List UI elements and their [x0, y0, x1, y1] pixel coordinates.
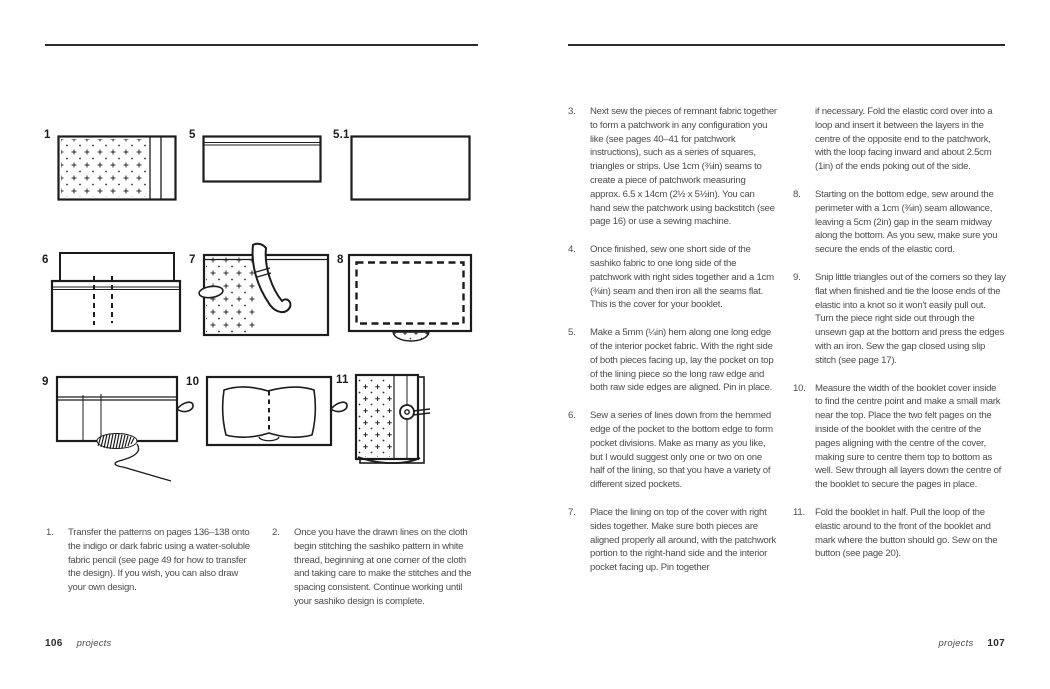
figure-label-7: 7 [189, 254, 196, 266]
step-8 [793, 188, 1006, 257]
step-3-number: 3. [568, 106, 576, 117]
step-4-number: 4. [568, 244, 576, 256]
diagram-11-finished-booklet [350, 371, 436, 471]
step-7 [568, 506, 777, 575]
step-8-number: 8. [793, 188, 801, 200]
step-2-text: Once you have the drawn lines on the cloth begin stitching the sashiko pattern in white thread, beginning at one corner of the cloth and taking care to make the stitches and the spacing consistent. Continue working until your sashiko design is complete. [294, 527, 472, 607]
step-7-continuation-text: if necessary. Fold the elastic cord over into a loop and insert it between the layers in the centre of the opposite end to the patchwork, with the loop facing inward and about 2.5cm (1in) of the ends poking out of the side. [815, 106, 993, 173]
diagram-1-sashiko-fabric [57, 135, 177, 201]
step-10-text: Measure the width of the booklet cover inside to find the centre point and make a small mark near the top. Place the two felt pages on the inside of the booklet with the centre of the pages aligning with the centre of the cover, making sure to centre them top to bottom as well. Sew through all layers down the centre of the booklet to secure the pages in place. [815, 382, 1002, 491]
left-page-number: 106 [45, 638, 63, 649]
step-11-text: Fold the booklet in half. Pull the loop of the elastic around to the front of the booklet and mark where the button should go. Sew on the button (see page 20). [815, 506, 998, 560]
step-4-text: Once finished, sew one short side of the sashiko fabric to one long side of the patchwork with right sides together and a 1cm (⅜in) seam and then iron all the seams flat. This is the cover for your booklet. [590, 244, 774, 311]
step-10 [793, 382, 1006, 492]
step-5-text: Make a 5mm (¼in) hem along one long edge of the interior pocket fabric. With the right side of both pieces facing up, lay the pocket on top of the lining piece so the long raw edge and both raw side edges are aligned. Pin in place. [590, 327, 774, 394]
diagram-5-1-plain-rectangle [350, 135, 471, 201]
diagram-7-lining-on-cover [196, 243, 330, 337]
figure-label-6: 6 [42, 254, 49, 266]
step-5-number: 5. [568, 327, 576, 339]
step-2 [272, 526, 480, 609]
step-10-number: 10. [793, 382, 806, 394]
left-page-top-rule [45, 44, 478, 46]
step-9-text: Snip little triangles out of the corners so they lay flat when finished and tie the loose ends of the elastic into a knot so it won't easily pull out. Turn the piece right side out through the unsewn gap at the bottom and press the edges with an iron. Sew the gap closed using slip stitch (see page 17). [815, 271, 1006, 366]
step-6-number: 6. [568, 410, 576, 422]
step-4 [568, 243, 777, 312]
diagram-9-slip-stitch-gap [55, 375, 203, 487]
figure-label-9: 9 [42, 376, 49, 388]
right-page-column-1 [568, 105, 777, 589]
figure-label-5: 5 [189, 129, 196, 141]
step-1-text: Transfer the patterns on pages 136–138 onto the indigo or dark fabric using a water-soluble fabric pencil (see page 49 for how to transfer the design). If you wish, you can also draw your own design. [68, 527, 250, 594]
figure-label-10: 10 [186, 376, 200, 388]
step-9-number: 9. [793, 271, 801, 283]
step-9 [793, 271, 1006, 368]
step-6 [568, 409, 777, 492]
step-7-number: 7. [568, 506, 576, 518]
step-1-number: 1. [46, 527, 54, 538]
figure-label-5-1: 5.1 [333, 129, 350, 141]
right-page-column-2 [793, 105, 1006, 575]
diagram-10-felt-pages-in-cover [205, 375, 347, 453]
right-page-top-rule [568, 44, 1005, 46]
left-page-footer [45, 638, 111, 649]
right-page-footer [939, 638, 1005, 649]
right-page-number: 107 [987, 638, 1005, 649]
right-section-label: projects [938, 638, 974, 649]
diagram-8-sewn-perimeter [347, 253, 473, 345]
step-11-number: 11. [793, 506, 805, 518]
figure-label-11: 11 [336, 374, 349, 386]
diagram-5-hemmed-strip [202, 135, 322, 183]
step-3 [568, 105, 777, 229]
diagram-6-pocket-divisions [50, 251, 182, 333]
step-11 [793, 506, 1006, 561]
step-7-text: Place the lining on top of the cover with right sides together. Make sure both pieces are aligned properly all around, with the patchwork portion to the right-hand side and the interior pocket facing up. Pin together [590, 506, 777, 574]
figure-label-8: 8 [337, 254, 344, 266]
figure-label-1: 1 [44, 129, 51, 141]
step-6-text: Sew a series of lines down from the hemmed edge of the pocket to the bottom edge to form pocket divisions. Make as many as you like, but I would suggest only one or two on one half of the lining, so that you have a variety of different sized pockets. [590, 410, 773, 491]
left-page-steps [46, 526, 480, 623]
step-3-text: Next sew the pieces of remnant fabric together to form a patchwork in any configuration you like (see pages 40–41 for patchwork instructions), such as a series of squares, triangles or strips. Use 1cm (⅜in) seams to create a piece of patchwork measuring approx. 6.5 x 14cm (2½ x 5½in). You can hand sew the patchwork using backstitch (see page 16) or use a sewing machine. [590, 106, 777, 228]
step-2-number: 2. [272, 527, 280, 538]
step-8-text: Starting on the bottom edge, sew around the perimeter with a 1cm (⅜in) seam allowance, leaving a 5cm (2in) gap in the seam midway along the bottom. As you sew, make sure you secure the ends of the elastic cord. [815, 188, 998, 256]
left-section-label: projects [76, 638, 112, 649]
step-1 [46, 526, 254, 609]
step-5 [568, 326, 777, 395]
